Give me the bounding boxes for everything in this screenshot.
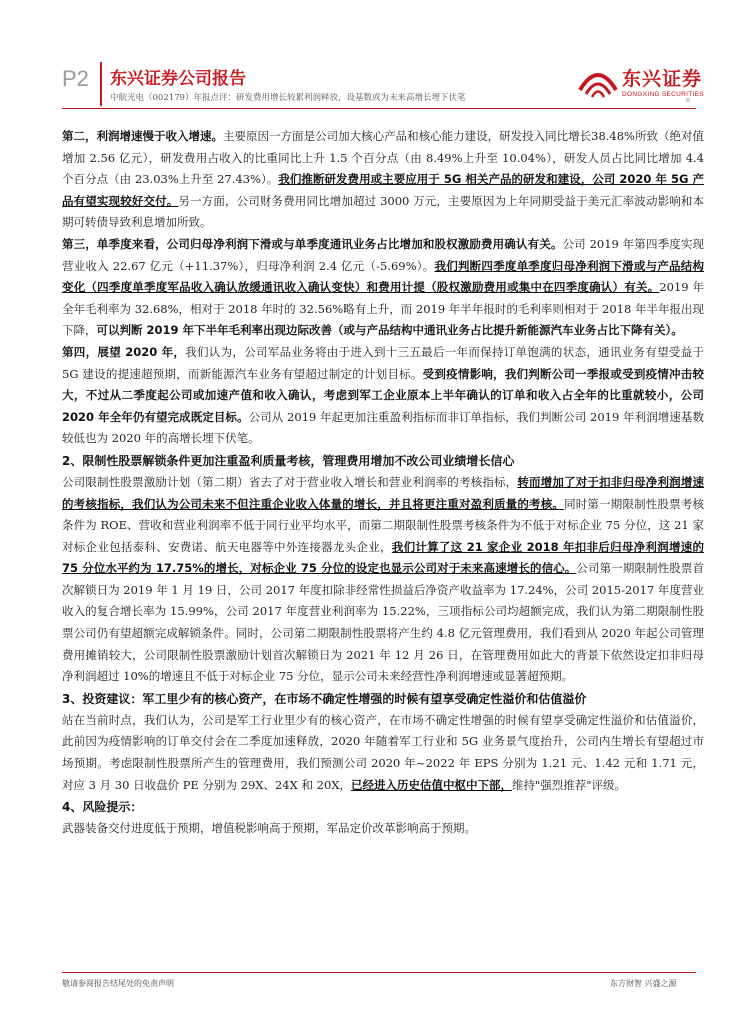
header-mark: ± xyxy=(685,96,691,104)
report-title: 东兴证券公司报告 xyxy=(110,69,246,89)
body-text: 站在当前时点，我们认为，公司是军工行业里少有的核心资产，在市场不确定性增强的时候有望享受确定性溢价和估值溢价，此前因为疫情影响的订单交付会在二季度加速释放，2020 年随着军工行业和 5G 业务景气度抬升，公司内生增长有望超过市场预期。考虑限制性股票所产生的管理费用，我们预测公司 2020 年~2022 年 EPS 分别为 1.21 元、1.42 元和 1.71 元，对应 3 月 30 日收盘价 PE 分别为 29X、24X 和 20X， xyxy=(62,712,704,792)
body-text: 同时第一期限制性股票考核条件为 ROE、营收和营业利润率不低于同行业平均水平，而第二期限制性股票考核条件为不低于对标企业 75 分位，这 21 家对标企业包括泰科、安费诺、航天电器等中外连接器龙头企业， xyxy=(62,496,704,554)
emphasis-text: 可以判断 2019 年下半年毛利率出现边际改善（或与产品结构中通讯业务占比提升新能源汽车业务占比下降有关）。 xyxy=(96,323,683,338)
emphasis-text: 我们计算了这 21 家企业 2018 年扣非后归母净利润增速的 75 分位水平约为 17.75%的增长，对标企业 75 分位的设定也显示公司对于未来高速增长的信心。 xyxy=(62,539,704,576)
lead-text: 第二，利润增速慢于收入增速。 xyxy=(62,129,224,143)
paragraph-stock-incentive xyxy=(62,472,704,688)
body-text: 主要原因一方面是公司加大核心产品和核心能力建设，研发投入同比增长38.48%所致（绝对值增加 2.56 亿元），研发费用占收入的比重同比上升 1.5 个百分点（由 8.49%上升至 10.04%），研发人员占比同比增加 4.4 个百分点（由 23.03%上升至 27.43%）。 xyxy=(62,129,704,187)
paragraph-profit-growth xyxy=(62,126,704,234)
report-body xyxy=(62,126,704,840)
footer-rule xyxy=(62,972,696,973)
paragraph-risk: 武器装备交付进度低于预期，增值税影响高于预期，军品定价改革影响高于预期。 xyxy=(62,821,476,836)
paragraph-quarterly xyxy=(62,234,704,342)
page-number: P2 xyxy=(62,66,89,91)
body-text: 公司 2019 年第四季度实现营业收入 22.67 亿元（+11.37%），归母净利润 2.4 亿元（-5.69%）。 xyxy=(62,236,705,273)
footer-slogan: 东方财智 兴盛之源 xyxy=(610,979,677,988)
lead-text: 第三，单季度来看，公司归母净利润下滑或与单季度通讯业务占比增加和股权激励费用确认有关。 xyxy=(62,236,563,251)
emphasis-text: 受到疫情影响，我们判断公司一季报或受到疫情冲击较大，不过从二季度起公司或加速产值和收入确认，考虑到军工企业原本上半年确认的订单和收入占全年的比重就较小，公司 2020 年全年仍有望完成既定目标。 xyxy=(62,366,705,424)
section-heading-4: 4、风险提示： xyxy=(62,800,143,815)
body-text: 另一方面，公司财务费用同比增加超过 3000 万元，主要原因为上年同期受益于美元汇率波动影响和本期可转债导致利息增加所致。 xyxy=(62,193,705,230)
section-heading-2: 2、限制性股票解锁条件更加注重盈利质量考核，管理费用增加不改公司业绩增长信心 xyxy=(62,453,515,468)
section-heading-3: 3、投资建议：军工里少有的核心资产，在市场不确定性增强的时候有望享受确定性溢价和估值溢价 xyxy=(62,691,587,706)
paragraph-investment xyxy=(62,710,704,796)
logo-text: 东兴证券 xyxy=(622,68,703,90)
emphasis-text: 已经进入历史估值中枢中下部， xyxy=(350,777,512,792)
lead-text: 第四，展望 2020 年， xyxy=(62,344,186,359)
body-text: 公司从 2019 年起更加注重盈利指标而非订单指标，我们判断公司 2019 年利润增速基数较低也为 2020 年的高增长埋下伏笔。 xyxy=(62,409,705,446)
report-subtitle: 中航光电（002179）年报点评：研发费用增长较累利润释放，设基数或为未来高增长埋下伏笔 xyxy=(110,93,466,103)
paragraph-outlook-2020 xyxy=(62,342,704,450)
body-text: 公司限制性股票激励计划（第二期）省去了对于营业收入增长和营业利润率的考核指标， xyxy=(62,474,518,489)
header-separator xyxy=(100,62,102,106)
logo-mark-icon xyxy=(578,66,618,100)
emphasis-text: 转而增加了对于扣非归母净利润增速的考核指标，我们认为公司未来不但注重企业收入体量的增长，并且将更注重对盈利质量的考核。 xyxy=(62,474,704,511)
body-text: 我们认为，公司军品业务将由于进入到十三五最后一年而保持订单饱满的状态，通讯业务有望受益于 5G 建设的提速超预期，而新能源汽车业务有望超过制定的计划目标。 xyxy=(62,344,705,381)
header-rule xyxy=(62,108,696,109)
footer-disclaimer: 敬请参阅报告结尾处的免责声明 xyxy=(62,979,174,988)
emphasis-text: 我们判断四季度单季度归母净利润下滑或与产品结构变化（四季度单季度军品收入确认放缓通讯收入确认变快）和费用计提（股权激励费用或集中在四季度确认）有关。 xyxy=(62,258,705,295)
body-text: 2019 年全年毛利率为 32.68%，相对于 2018 年时的 32.56%略有上升，而 2019 年半年报时的毛利率则相对于 2018 年半年报出现下降， xyxy=(62,280,704,338)
logo-english-text: DONGXING SECURITIES xyxy=(622,91,704,98)
body-text: 公司第一期限制性股票首次解锁日为 2019 年 1 月 19 日，公司 2017 年度扣除非经常性损益后净资产收益率为 17.24%，公司 2015-2017 年度营业收入的复合增长率为 15.99%，公司 2017 年度营业利润率为 15.22%，三项指标公司均超额完成，我们认为第二期限制性股票公司仍有望超额完成解锁条件。同时，公司第二期限制性股票将产生约 4.8 亿元管理费用，我们看到从 2020 年起公司管理费用摊销较大，公司限制性股票激励计划首次解锁日为 2021 年 12 月 26 日，在管理费用如此大的背景下依然设定扣非归母净利润超过 10%的增速且不低于对标企业 75 分位，显示公司未来经营性净利润增速或显著超预期。 xyxy=(62,561,704,684)
body-text: 维持"强烈推荐"评级。 xyxy=(511,777,627,792)
emphasis-text: 我们推断研发费用或主要应用于 5G 相关产品的研发和建设，公司 2020 年 5G 产品有望实现较好交付。 xyxy=(62,172,704,208)
